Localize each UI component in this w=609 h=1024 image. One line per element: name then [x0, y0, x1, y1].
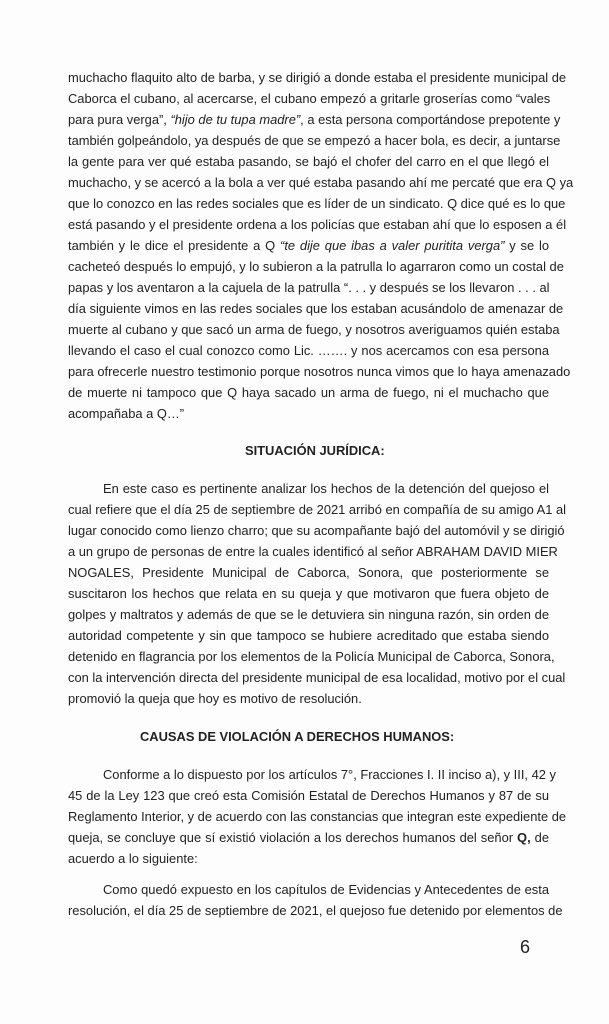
text-line: con la intervención directa del presidente municipal de esa localidad, motivo por el cual	[68, 670, 566, 685]
text-line: está pasando y el presidente ordena a los policías que estaban ahí que lo esposen a él	[68, 217, 567, 232]
text-line: lugar conocido como lienzo charro; que su acompañante bajó del automóvil y se dirigió	[68, 523, 565, 538]
text-line: para pura verga”, “hijo de tu tupa madre”, a esta persona comportándose prepotente y	[68, 112, 561, 127]
text-line: acuerdo a lo siguiente:	[68, 851, 198, 866]
text-line: Como quedó expuesto en los capítulos de Evidencias y Antecedentes de esta	[103, 882, 549, 897]
text-line: de muerte ni tampoco que Q haya sacado un arma de fuego, ni el muchacho que	[68, 385, 549, 400]
text-line: cual refiere que el día 25 de septiembre de 2021 arribó en compañía de su amigo A1 al	[68, 502, 567, 517]
italic-quote: “te dije que ibas a valer puritita verga”	[280, 238, 505, 253]
text-line: día siguiente vimos en las redes sociales que los estaban acusándolo de amenazar de	[68, 301, 564, 316]
text-line: a un grupo de personas de entre la cuales identificó al señor ABRAHAM DAVID MIER	[68, 544, 558, 559]
text-line: suscitaron los hechos que relata en su queja y que motivaron que fuera objeto de	[68, 586, 549, 601]
text-line: queja, se concluye que sí existió violación a los derechos humanos del señor Q, de	[68, 830, 549, 845]
text-line: autoridad competente y sin que tampoco se hubiere acreditado que estaba siendo	[68, 628, 549, 643]
text-line: Caborca el cubano, al acercarse, el cubano empezó a gritarle groserías como “vales	[68, 91, 551, 106]
text-line: En este caso es pertinente analizar los hechos de la detención del quejoso el	[103, 481, 549, 496]
text-line: promovió la queja que hoy es motivo de resolución.	[68, 691, 362, 706]
italic-quote: “hijo de tu tupa madre”	[170, 112, 301, 127]
text-line: resolución, el día 25 de septiembre de 2021, el quejoso fue detenido por elementos de	[68, 903, 563, 918]
text-line: la gente para ver qué estaba pasando, se bajó el chofer del carro en el que llegó el	[68, 154, 549, 169]
text-line: papas y los aventaron a la cajuela de la patrulla “. . . y después se los llevaron . . . al	[68, 280, 550, 295]
text-line: para ofrecerle nuestro testimonio porque nosotros nunca vimos que lo haya amenazado	[68, 364, 571, 379]
text-line: llevando el caso el cual conozco como Lic. ……. y nos acercamos con esa persona	[68, 343, 549, 358]
text-line: muchacho, y se acercó a la bola a ver qué estaba pasando ahí me percaté que era Q ya	[68, 175, 574, 190]
text-line: muerte al cubano y que sacó un arma de fuego, y nosotros averiguamos quién estaba	[68, 322, 560, 337]
text-line: también golpeándolo, ya después de que se empezó a hacer bola, es decir, a juntarse	[68, 133, 561, 148]
text-line: Reglamento Interior, y de acuerdo con las constancias que integran este expediente de	[68, 809, 567, 824]
text-line: que lo conozco en las redes sociales que es líder de un sindicato. Q dice qué es lo que	[68, 196, 566, 211]
section-heading-situacion-juridica: SITUACIÓN JURÍDICA:	[245, 443, 385, 458]
text-line: detenido en flagrancia por los elementos de la Policía Municipal de Caborca, Sonora,	[68, 649, 555, 664]
text-line: Conforme a lo dispuesto por los artículos 7°, Fracciones I. II inciso a), y III, 42 y	[103, 767, 556, 782]
text-line: acompañaba a Q…”	[68, 406, 185, 421]
text-line: golpes y maltratos y además de que se le detuviera sin ninguna razón, sin orden de	[68, 607, 549, 622]
text-line: NOGALES, Presidente Municipal de Caborca, Sonora, que posteriormente se	[68, 565, 549, 580]
text-line: 45 de la Ley 123 que creó esta Comisión Estatal de Derechos Humanos y 87 de su	[68, 788, 549, 803]
text-line: muchacho flaquito alto de barba, y se dirigió a donde estaba el presidente municipal de	[68, 70, 567, 85]
section-heading-causas-violacion: CAUSAS DE VIOLACIÓN A DERECHOS HUMANOS:	[140, 729, 455, 744]
text-line: también y le dice el presidente a Q “te dije que ibas a valer puritita verga” y se lo	[68, 238, 549, 253]
bold-name: Q,	[517, 830, 531, 845]
text-line: cacheteó después lo empujó, y lo subieron a la patrulla lo agarraron como un costal de	[68, 259, 564, 274]
page-number: 6	[520, 937, 531, 957]
